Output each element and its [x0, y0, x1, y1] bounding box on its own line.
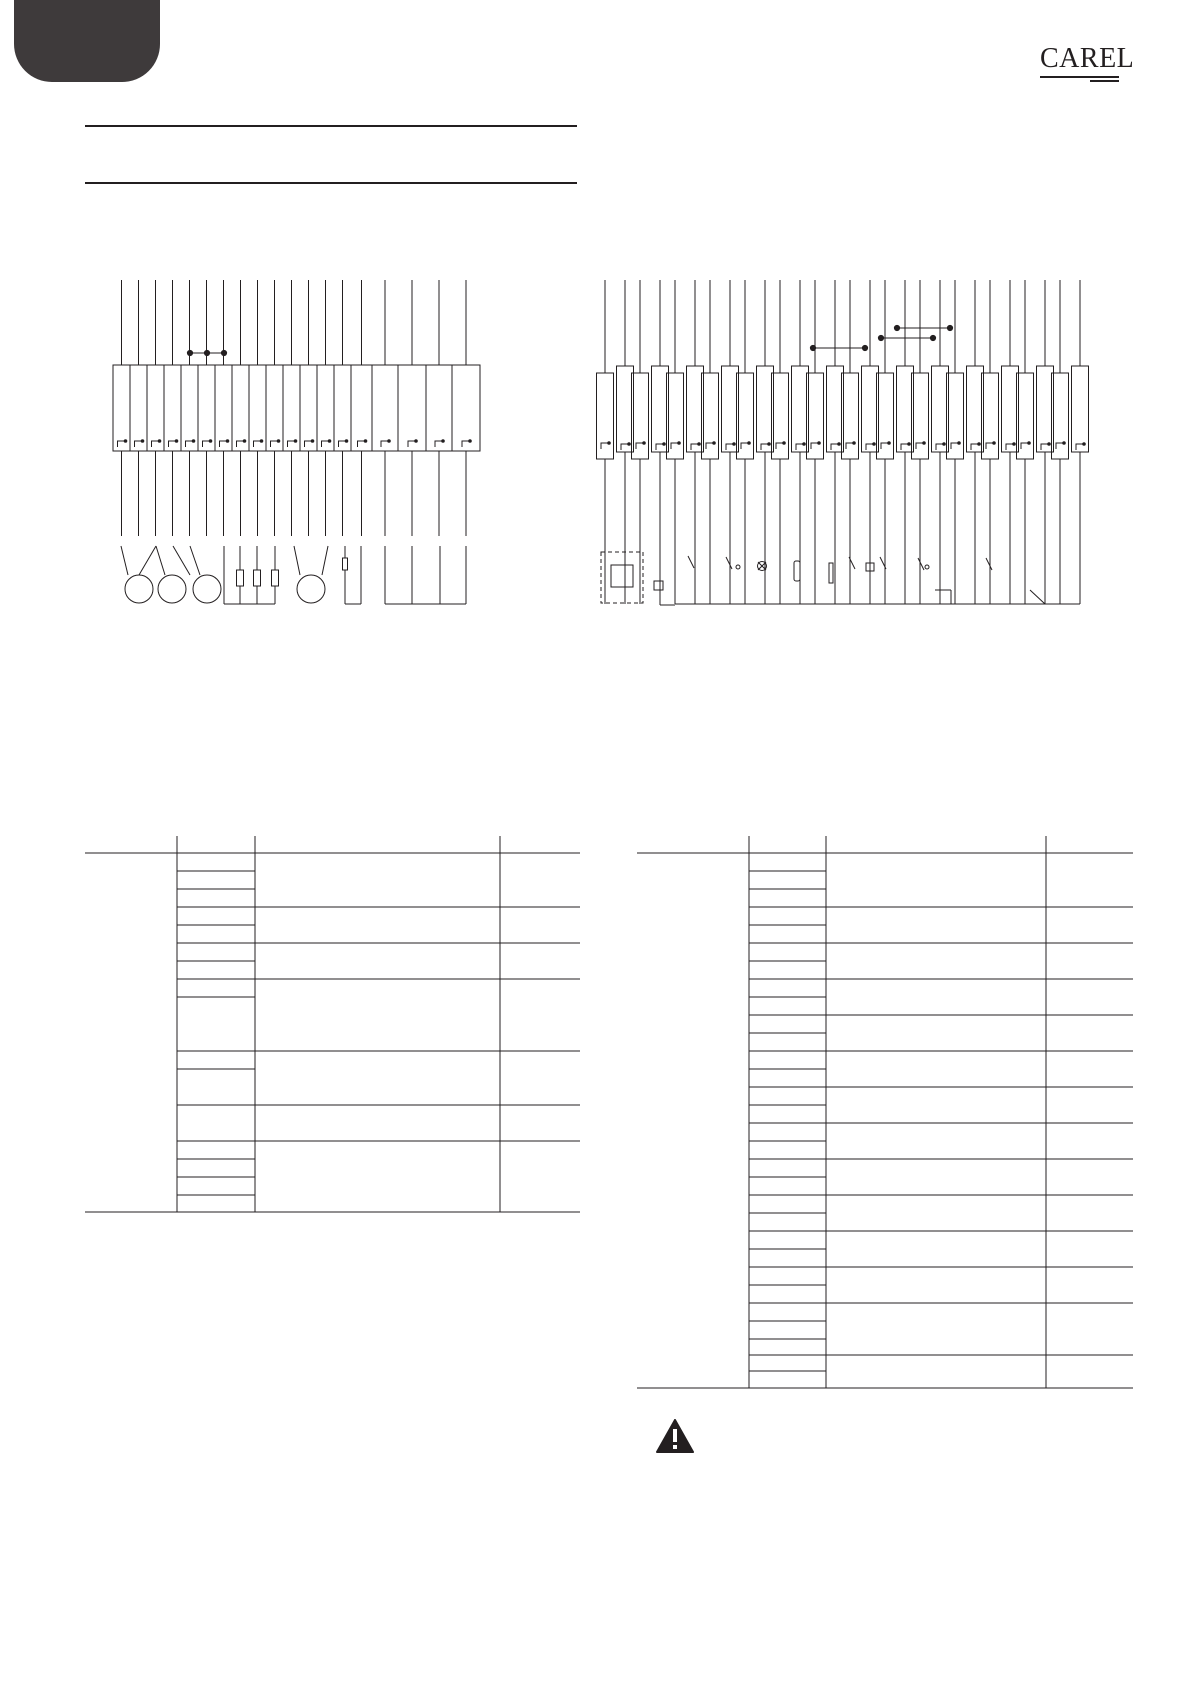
contact-dot: [1013, 443, 1016, 446]
terminal-block: [317, 365, 334, 451]
terminal-block: [130, 365, 147, 451]
contact-dot: [643, 442, 646, 445]
contact-dot: [1048, 443, 1051, 446]
relay-contact-symbol: [741, 442, 750, 449]
motor-lead: [121, 546, 128, 575]
terminal-block: [757, 366, 774, 452]
motor-symbol: [297, 575, 325, 603]
terminal-block: [147, 365, 164, 451]
terminal-block: [967, 366, 984, 452]
motor-symbol: [193, 575, 221, 603]
relay-contact-symbol: [671, 442, 680, 449]
terminal-block: [827, 366, 844, 452]
contact-dot: [678, 442, 681, 445]
relay-contact-symbol: [601, 442, 610, 449]
terminal-block: [266, 365, 283, 451]
controller-box: [601, 552, 643, 603]
warning-triangle-icon: [656, 1419, 694, 1453]
terminal-block: [1002, 366, 1019, 452]
contact-dot: [277, 440, 280, 443]
relay-contact-symbol: [636, 442, 645, 449]
terminal-block: [597, 373, 614, 459]
junction-dot: [187, 350, 192, 355]
left-connection-table: [85, 836, 580, 1212]
resistor-symbol: [237, 570, 244, 586]
contact-dot: [888, 442, 891, 445]
contact-dot: [1028, 442, 1031, 445]
junction-dot: [204, 350, 209, 355]
contact-dot: [943, 443, 946, 446]
terminal-block: [652, 366, 669, 452]
terminal-block: [862, 366, 879, 452]
controller-inner: [611, 565, 633, 587]
terminal-block: [351, 365, 372, 451]
sensor-symbol: [654, 581, 663, 590]
terminal-block: [632, 373, 649, 459]
terminal-block: [283, 365, 300, 451]
right-connection-table: [637, 836, 1133, 1388]
relay-contact-symbol: [706, 442, 715, 449]
contact-dot: [209, 440, 212, 443]
contact-dot: [226, 440, 229, 443]
contact-dot: [803, 443, 806, 446]
logo-text: CAREL: [1040, 43, 1135, 74]
motor-symbol: [158, 575, 186, 603]
contact-dot: [853, 442, 856, 445]
left-terminal-diagram: [113, 280, 480, 604]
terminal-block: [164, 365, 181, 451]
terminal-block: [113, 365, 130, 451]
terminal-block: [877, 373, 894, 459]
terminal-block: [1072, 366, 1089, 452]
contact-dot: [748, 442, 751, 445]
relay-contact-symbol: [288, 440, 297, 447]
relay-contact-symbol: [271, 440, 280, 447]
relay-contact-symbol: [916, 442, 925, 449]
contact-dot: [1063, 442, 1066, 445]
contact-dot: [873, 443, 876, 446]
relay-contact-symbol: [951, 442, 960, 449]
thermal-symbol: [736, 565, 740, 569]
relay-contact-symbol: [761, 443, 770, 450]
contact-dot: [442, 440, 445, 443]
terminal-block: [452, 365, 480, 451]
terminal-block: [722, 366, 739, 452]
relay-contact-symbol: [656, 443, 665, 450]
right-terminal-diagram: [597, 280, 1089, 605]
contact-dot: [993, 442, 996, 445]
terminal-block: [181, 365, 198, 451]
contact-dot: [818, 442, 821, 445]
contact-dot: [783, 442, 786, 445]
resistor-symbol: [272, 570, 279, 586]
relay-contact-symbol: [435, 440, 444, 447]
relay-contact-symbol: [152, 440, 161, 447]
relay-contact-symbol: [462, 440, 471, 447]
relay-contact-symbol: [305, 440, 314, 447]
contact-dot: [978, 443, 981, 446]
contact-dot: [124, 440, 127, 443]
contact-dot: [294, 440, 297, 443]
motor-lead: [190, 546, 200, 575]
terminal-block: [398, 365, 426, 451]
contact-dot: [838, 443, 841, 446]
relay-contact-symbol: [776, 442, 785, 449]
contact-dot: [908, 443, 911, 446]
relay-contact-symbol: [254, 440, 263, 447]
relay-contact-symbol: [986, 442, 995, 449]
motor-symbol: [125, 575, 153, 603]
small-resistor-symbol: [343, 558, 348, 570]
terminal-block: [1037, 366, 1054, 452]
terminal-block: [198, 365, 215, 451]
contact-dot: [663, 443, 666, 446]
relay-contact-symbol: [1006, 443, 1015, 450]
relay-contact-symbol: [118, 440, 127, 447]
relay-contact-symbol: [339, 440, 348, 447]
terminal-block: [426, 365, 452, 451]
contact-dot: [364, 440, 367, 443]
junction-dot: [878, 335, 883, 340]
motor-lead: [139, 546, 156, 575]
contact-dot: [1083, 443, 1086, 446]
junction-dot: [221, 350, 226, 355]
relay-contact-symbol: [1041, 443, 1050, 450]
relay-contact-symbol: [322, 440, 331, 447]
terminal-block: [772, 373, 789, 459]
terminal-block: [807, 373, 824, 459]
motor-lead: [322, 546, 328, 575]
relay-contact-symbol: [1021, 442, 1030, 449]
terminal-block: [932, 366, 949, 452]
terminal-block: [1052, 373, 1069, 459]
contact-dot: [608, 442, 611, 445]
junction-dot: [930, 335, 935, 340]
relay-contact-symbol: [186, 440, 195, 447]
relay-contact-symbol: [866, 443, 875, 450]
terminal-block: [334, 365, 351, 451]
contact-dot: [192, 440, 195, 443]
terminal-block: [792, 366, 809, 452]
terminal-block: [897, 366, 914, 452]
contact-dot: [628, 443, 631, 446]
relay-contact-symbol: [726, 443, 735, 450]
relay-contact-symbol: [220, 440, 229, 447]
contact-dot: [158, 440, 161, 443]
motor-lead: [156, 546, 165, 575]
terminal-block: [1017, 373, 1034, 459]
relay-contact-symbol: [971, 443, 980, 450]
contact-dot: [768, 443, 771, 446]
motor-lead: [294, 546, 300, 575]
relay-contact-symbol: [831, 443, 840, 450]
relay-contact-symbol: [621, 443, 630, 450]
relay-contact-symbol: [811, 442, 820, 449]
contact-dot: [923, 442, 926, 445]
terminal-block: [702, 373, 719, 459]
relay-contact-symbol: [203, 440, 212, 447]
terminal-block: [947, 373, 964, 459]
contact-dot: [328, 440, 331, 443]
relay-contact-symbol: [796, 443, 805, 450]
terminal-block: [617, 366, 634, 452]
relay-contact-symbol: [936, 443, 945, 450]
thermal-symbol-2: [925, 565, 929, 569]
contact-dot: [469, 440, 472, 443]
relay-contact-symbol: [1076, 443, 1085, 450]
contact-dot: [733, 443, 736, 446]
contact-dot: [713, 442, 716, 445]
terminal-block: [300, 365, 317, 451]
terminal-block: [842, 373, 859, 459]
terminal-block: [372, 365, 398, 451]
contact-dot: [311, 440, 314, 443]
terminal-block: [232, 365, 249, 451]
terminal-block: [215, 365, 232, 451]
resistor-symbol: [254, 570, 261, 586]
contact-dot: [388, 440, 391, 443]
contact-dot: [243, 440, 246, 443]
motor-lead: [173, 546, 190, 575]
relay-contact-symbol: [169, 440, 178, 447]
terminal-block: [912, 373, 929, 459]
relay-contact-symbol: [1056, 442, 1065, 449]
contact-dot: [415, 440, 418, 443]
contact-dot: [260, 440, 263, 443]
relay-contact-symbol: [237, 440, 246, 447]
contact-dot: [958, 442, 961, 445]
junction-dot: [947, 325, 952, 330]
terminal-block: [687, 366, 704, 452]
fuse-symbol: [829, 563, 833, 583]
junction-dot: [810, 345, 815, 350]
switch-contact: [726, 557, 732, 569]
contact-dot: [141, 440, 144, 443]
relay-contact-symbol: [881, 442, 890, 449]
terminal-block: [982, 373, 999, 459]
heater-symbol: [794, 561, 800, 581]
switch-contact: [918, 558, 924, 570]
contact-dot: [698, 443, 701, 446]
relay-contact-symbol: [135, 440, 144, 447]
relay-contact-symbol: [381, 440, 390, 447]
junction-dot: [862, 345, 867, 350]
terminal-block: [249, 365, 266, 451]
relay-contact-symbol: [846, 442, 855, 449]
switch-contact: [688, 556, 694, 568]
contactor-lead: [1030, 590, 1045, 604]
junction-dot: [894, 325, 899, 330]
relay-contact-symbol: [358, 440, 367, 447]
relay-contact-symbol: [408, 440, 417, 447]
terminal-block: [667, 373, 684, 459]
contact-dot: [175, 440, 178, 443]
switch-contact: [986, 558, 992, 570]
contact-dot: [345, 440, 348, 443]
relay-contact-symbol: [901, 443, 910, 450]
terminal-block: [737, 373, 754, 459]
relay-contact-symbol: [691, 443, 700, 450]
